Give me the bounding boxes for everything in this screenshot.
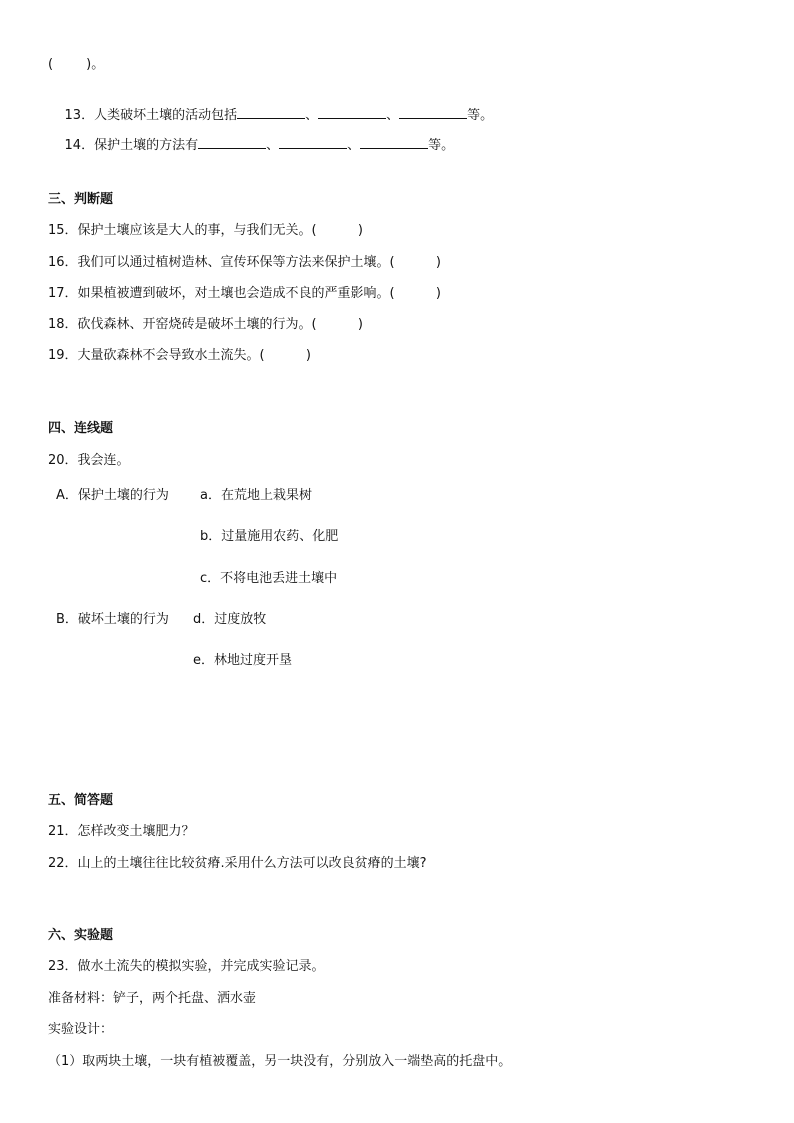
separator: 、 (347, 138, 361, 153)
separator: 、 (386, 108, 400, 123)
section-3-title: 三、判断题 (48, 192, 114, 207)
question-18: 18．砍伐森林、开窑烧砖是破坏土壤的行为。( ) (48, 317, 364, 332)
question-14-text: 14．保护土壤的方法有 (64, 138, 199, 153)
separator: 、 (305, 108, 319, 123)
question-23: 23．做水土流失的模拟实验，并完成实验记录。 (48, 959, 325, 974)
match-left-a[interactable]: A．保护土壤的行为 (56, 488, 169, 503)
question-14-suffix: 等。 (428, 138, 455, 153)
experiment-step-1: （1）取两块土壤，一块有植被覆盖，另一块没有，分别放入一端垫高的托盘中。 (48, 1054, 512, 1069)
match-option-c[interactable]: c．不将电池丢进土壤中 (200, 571, 338, 586)
question-21: 21．怎样改变土壤肥力？ (48, 824, 195, 839)
question-13 (48, 88, 494, 123)
match-option-a[interactable]: a．在荒地上栽果树 (200, 488, 312, 503)
match-option-d[interactable]: d．过度放牧 (193, 612, 267, 627)
question-22: 22．山上的土壤往往比较贫瘠.采用什么方法可以改良贫瘠的土壤? (48, 856, 427, 871)
section-4-title: 四、连线题 (48, 421, 114, 436)
match-option-e[interactable]: e．林地过度开垦 (193, 653, 292, 668)
question-15: 15．保护土壤应该是大人的事，与我们无关。( ) (48, 223, 364, 238)
question-19: 19．大量砍森林不会导致水土流失。( ) (48, 348, 312, 363)
design-label: 实验设计： (48, 1022, 114, 1037)
match-option-b[interactable]: b．过量施用农药、化肥 (200, 529, 339, 544)
question-14 (48, 118, 455, 153)
question-17: 17．如果植被遭到破坏，对土壤也会造成不良的严重影响。( ) (48, 286, 442, 301)
separator: 、 (266, 138, 280, 153)
question-16: 16．我们可以通过植树造林、宣传环保等方法来保护土壤。( ) (48, 255, 442, 270)
answer-blank[interactable] (198, 136, 266, 149)
previous-question-end: ( )。 (48, 57, 105, 72)
answer-blank[interactable] (360, 136, 428, 149)
question-13-text: 13．人类破坏土壤的活动包括 (64, 108, 238, 123)
match-left-b[interactable]: B．破坏土壤的行为 (56, 612, 169, 627)
section-5-title: 五、简答题 (48, 793, 114, 808)
materials-line: 准备材料：铲子，两个托盘、洒水壶 (48, 991, 257, 1006)
question-20: 20．我会连。 (48, 453, 130, 468)
section-6-title: 六、实验题 (48, 928, 114, 943)
answer-blank[interactable] (279, 136, 347, 149)
question-13-suffix: 等。 (467, 108, 494, 123)
